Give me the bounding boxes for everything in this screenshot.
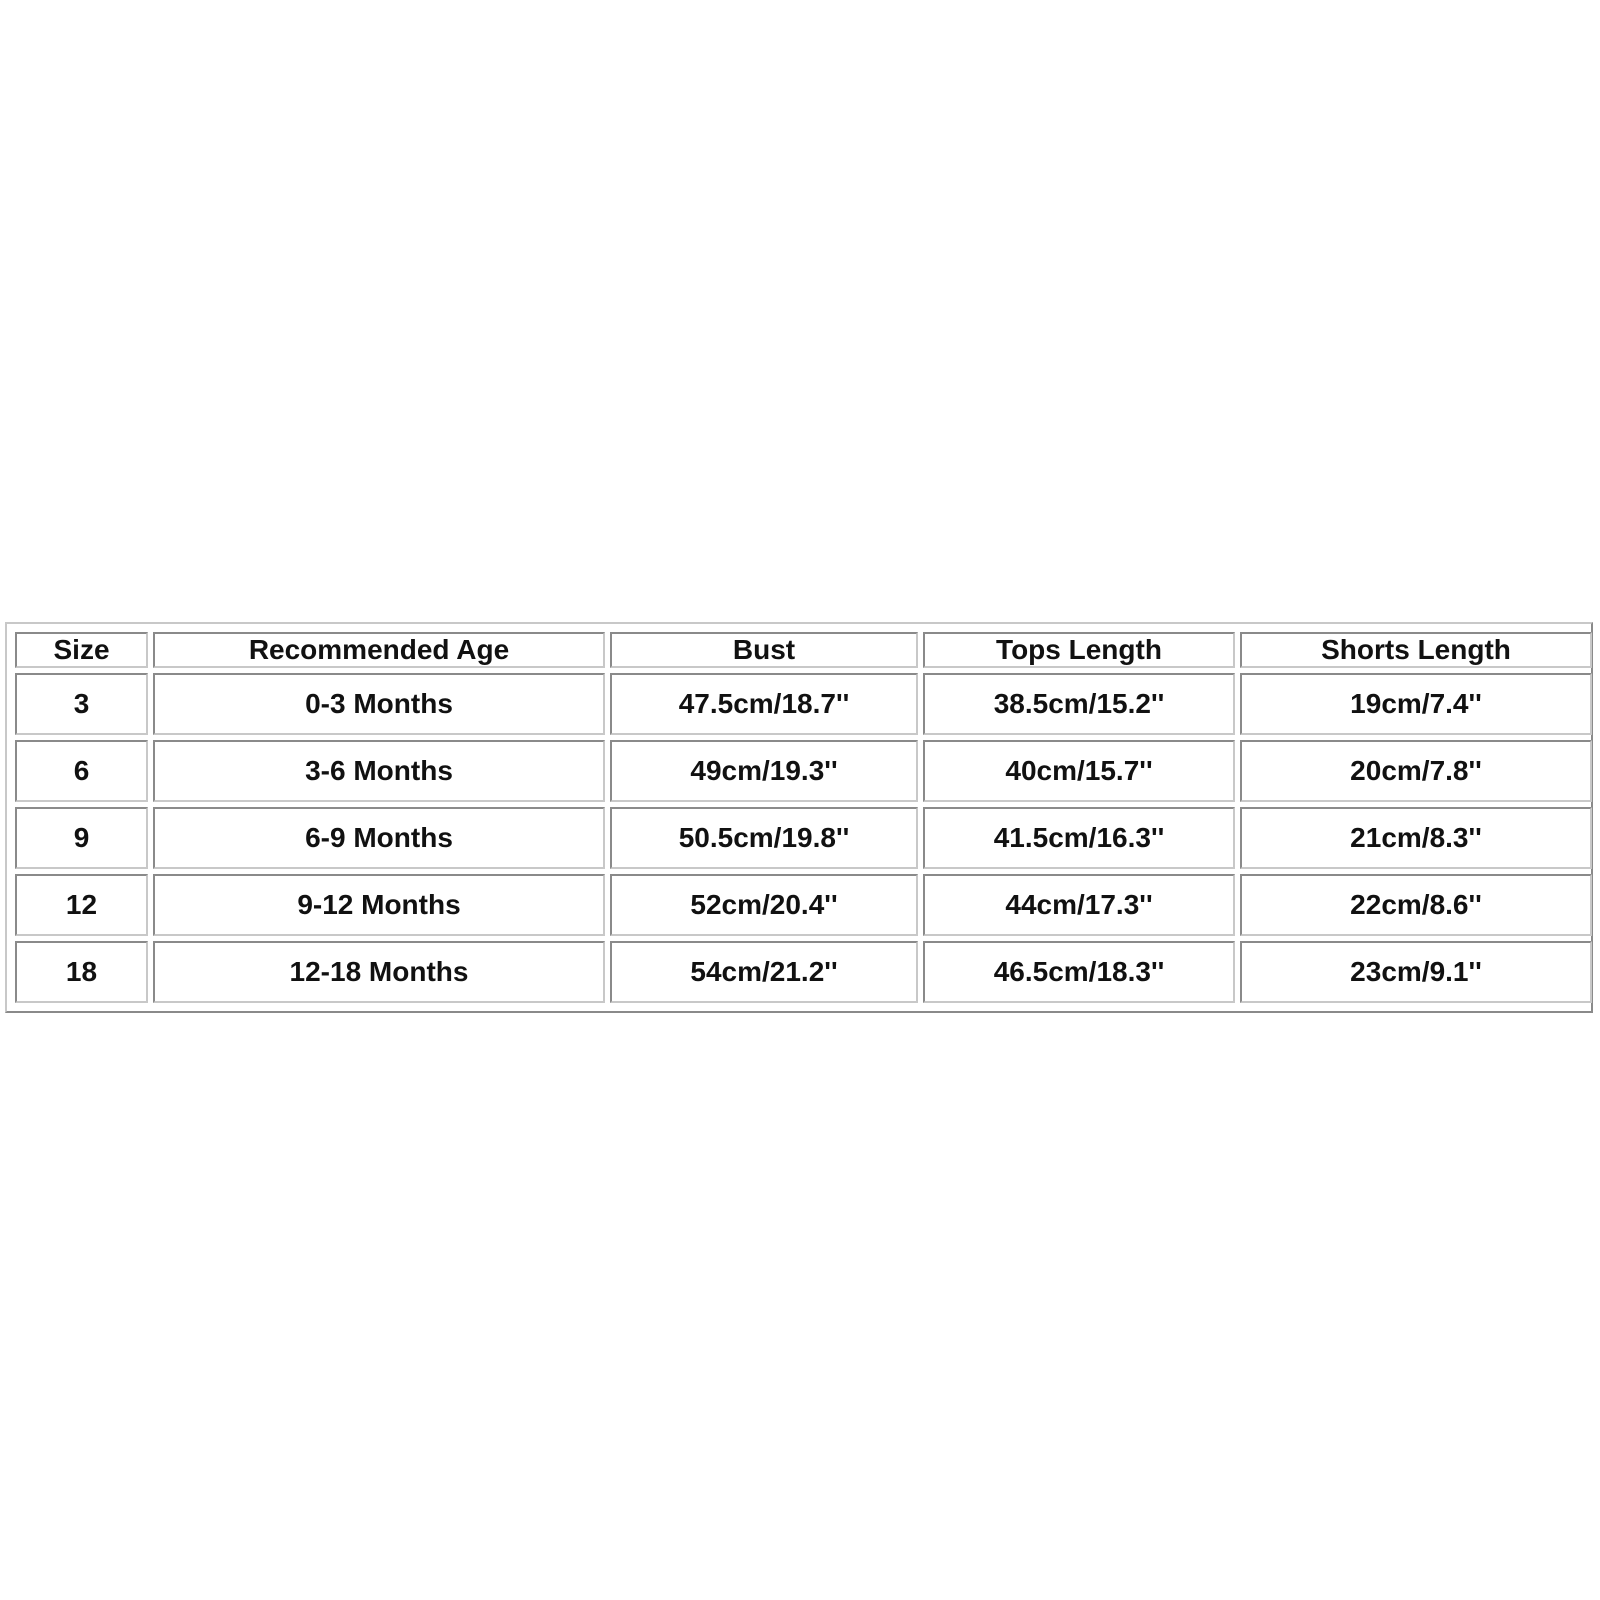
table-row [15, 941, 1592, 1003]
cell-size: 18 [15, 941, 148, 1003]
cell-tops-length: 46.5cm/18.3'' [923, 941, 1235, 1003]
header-shorts-length: Shorts Length [1240, 632, 1592, 668]
cell-size: 3 [15, 673, 148, 735]
size-chart [5, 622, 1593, 1013]
cell-recommended-age: 12-18 Months [153, 941, 605, 1003]
cell-tops-length: 44cm/17.3'' [923, 874, 1235, 936]
header-tops-length: Tops Length [923, 632, 1235, 668]
cell-size: 12 [15, 874, 148, 936]
table-row [15, 673, 1592, 735]
table-header-row [15, 632, 1592, 668]
cell-bust: 49cm/19.3'' [610, 740, 918, 802]
header-size: Size [15, 632, 148, 668]
cell-shorts-length: 19cm/7.4'' [1240, 673, 1592, 735]
table-row [15, 740, 1592, 802]
cell-size: 6 [15, 740, 148, 802]
cell-tops-length: 41.5cm/16.3'' [923, 807, 1235, 869]
cell-shorts-length: 21cm/8.3'' [1240, 807, 1592, 869]
header-bust: Bust [610, 632, 918, 668]
cell-bust: 47.5cm/18.7'' [610, 673, 918, 735]
cell-bust: 50.5cm/19.8'' [610, 807, 918, 869]
cell-size: 9 [15, 807, 148, 869]
cell-tops-length: 38.5cm/15.2'' [923, 673, 1235, 735]
cell-shorts-length: 23cm/9.1'' [1240, 941, 1592, 1003]
cell-shorts-length: 22cm/8.6'' [1240, 874, 1592, 936]
table-row [15, 807, 1592, 869]
table-row [15, 874, 1592, 936]
cell-recommended-age: 9-12 Months [153, 874, 605, 936]
header-recommended-age: Recommended Age [153, 632, 605, 668]
size-table [10, 627, 1597, 1008]
cell-recommended-age: 6-9 Months [153, 807, 605, 869]
cell-bust: 52cm/20.4'' [610, 874, 918, 936]
cell-recommended-age: 3-6 Months [153, 740, 605, 802]
cell-bust: 54cm/21.2'' [610, 941, 918, 1003]
cell-recommended-age: 0-3 Months [153, 673, 605, 735]
cell-shorts-length: 20cm/7.8'' [1240, 740, 1592, 802]
cell-tops-length: 40cm/15.7'' [923, 740, 1235, 802]
